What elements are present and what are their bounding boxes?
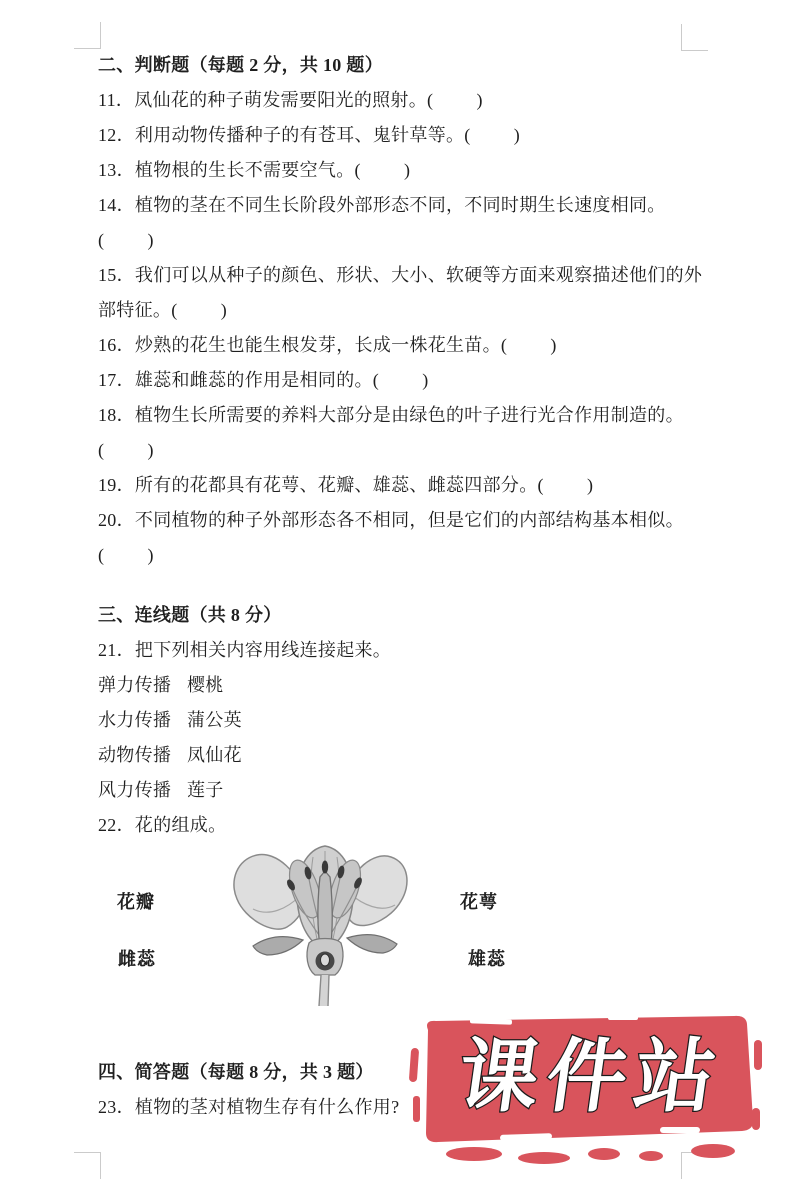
match-term-wind: 风力传播 [98,780,172,800]
question-13: 13．植物根的生长不需要空气。( ) [98,160,411,180]
question-18-answer-blank: ( ) [98,440,154,460]
question-18: 18．植物生长所需要的养料大部分是由绿色的叶子进行光合作用制造的。 [98,405,684,425]
match-term-water: 水力传播 [98,710,172,730]
question-21: 21．把下列相关内容用线连接起来。 [98,640,392,660]
section-judge-title: 二、判断题（每题 2 分，共 10 题） [98,55,383,75]
question-16: 16．炒熟的花生也能生根发芽，长成一株花生苗。( ) [98,335,557,355]
flower-label-calyx: 花萼 [460,892,498,912]
match-row [98,668,758,703]
text-boundary-mark-bottom-left [74,1152,101,1179]
match-item-cherry: 樱桃 [187,675,224,695]
question-11: 11．凤仙花的种子萌发需要阳光的照射。( ) [98,90,483,110]
question-20-answer-blank: ( ) [98,545,154,565]
document-content [98,48,758,1125]
question-17: 17．雄蕊和雌蕊的作用是相同的。( ) [98,370,429,390]
question-19: 19．所有的花都具有花萼、花瓣、雄蕊、雌蕊四部分。( ) [98,475,594,495]
question-20: 20．不同植物的种子外部形态各不相同，但是它们的内部结构基本相似。 [98,510,684,530]
question-15: 15．我们可以从种子的颜色、形状、大小、软硬等方面来观察描述他们的外 [98,265,703,285]
text-boundary-mark-top-left [74,22,101,49]
question-14-answer-blank: ( ) [98,230,154,250]
flower-label-pistil: 雌蕊 [118,949,156,969]
match-row [98,738,758,773]
match-item-dandelion: 蒲公英 [187,710,242,730]
match-term-animal: 动物传播 [98,745,172,765]
question-14: 14．植物的茎在不同生长阶段外部形态不同，不同时期生长速度相同。 [98,195,666,215]
flower-cross-section-image [225,843,410,1006]
question-23: 23．植物的茎对植物生存有什么作用? [98,1097,400,1117]
match-row [98,773,758,808]
flower-label-petal: 花瓣 [117,892,155,912]
match-item-balsam: 凤仙花 [187,745,242,765]
question-12: 12．利用动物传播种子的有苍耳、鬼针草等。( ) [98,125,521,145]
question-15-continued: 部特征。( ) [98,300,227,320]
kejianzhan-watermark-stamp [408,1012,764,1170]
text-boundary-mark-top-right [681,24,708,51]
match-item-lotus-seed: 莲子 [187,780,224,800]
question-22: 22．花的组成。 [98,815,227,835]
section-match-title: 三、连线题（共 8 分） [98,605,282,625]
stamp-text: 课件站 [452,1032,730,1122]
section-short-answer-title: 四、简答题（每题 8 分，共 3 题） [98,1062,374,1082]
flower-label-stamen: 雄蕊 [468,949,506,969]
match-term-elastic: 弹力传播 [98,675,172,695]
match-row [98,703,758,738]
